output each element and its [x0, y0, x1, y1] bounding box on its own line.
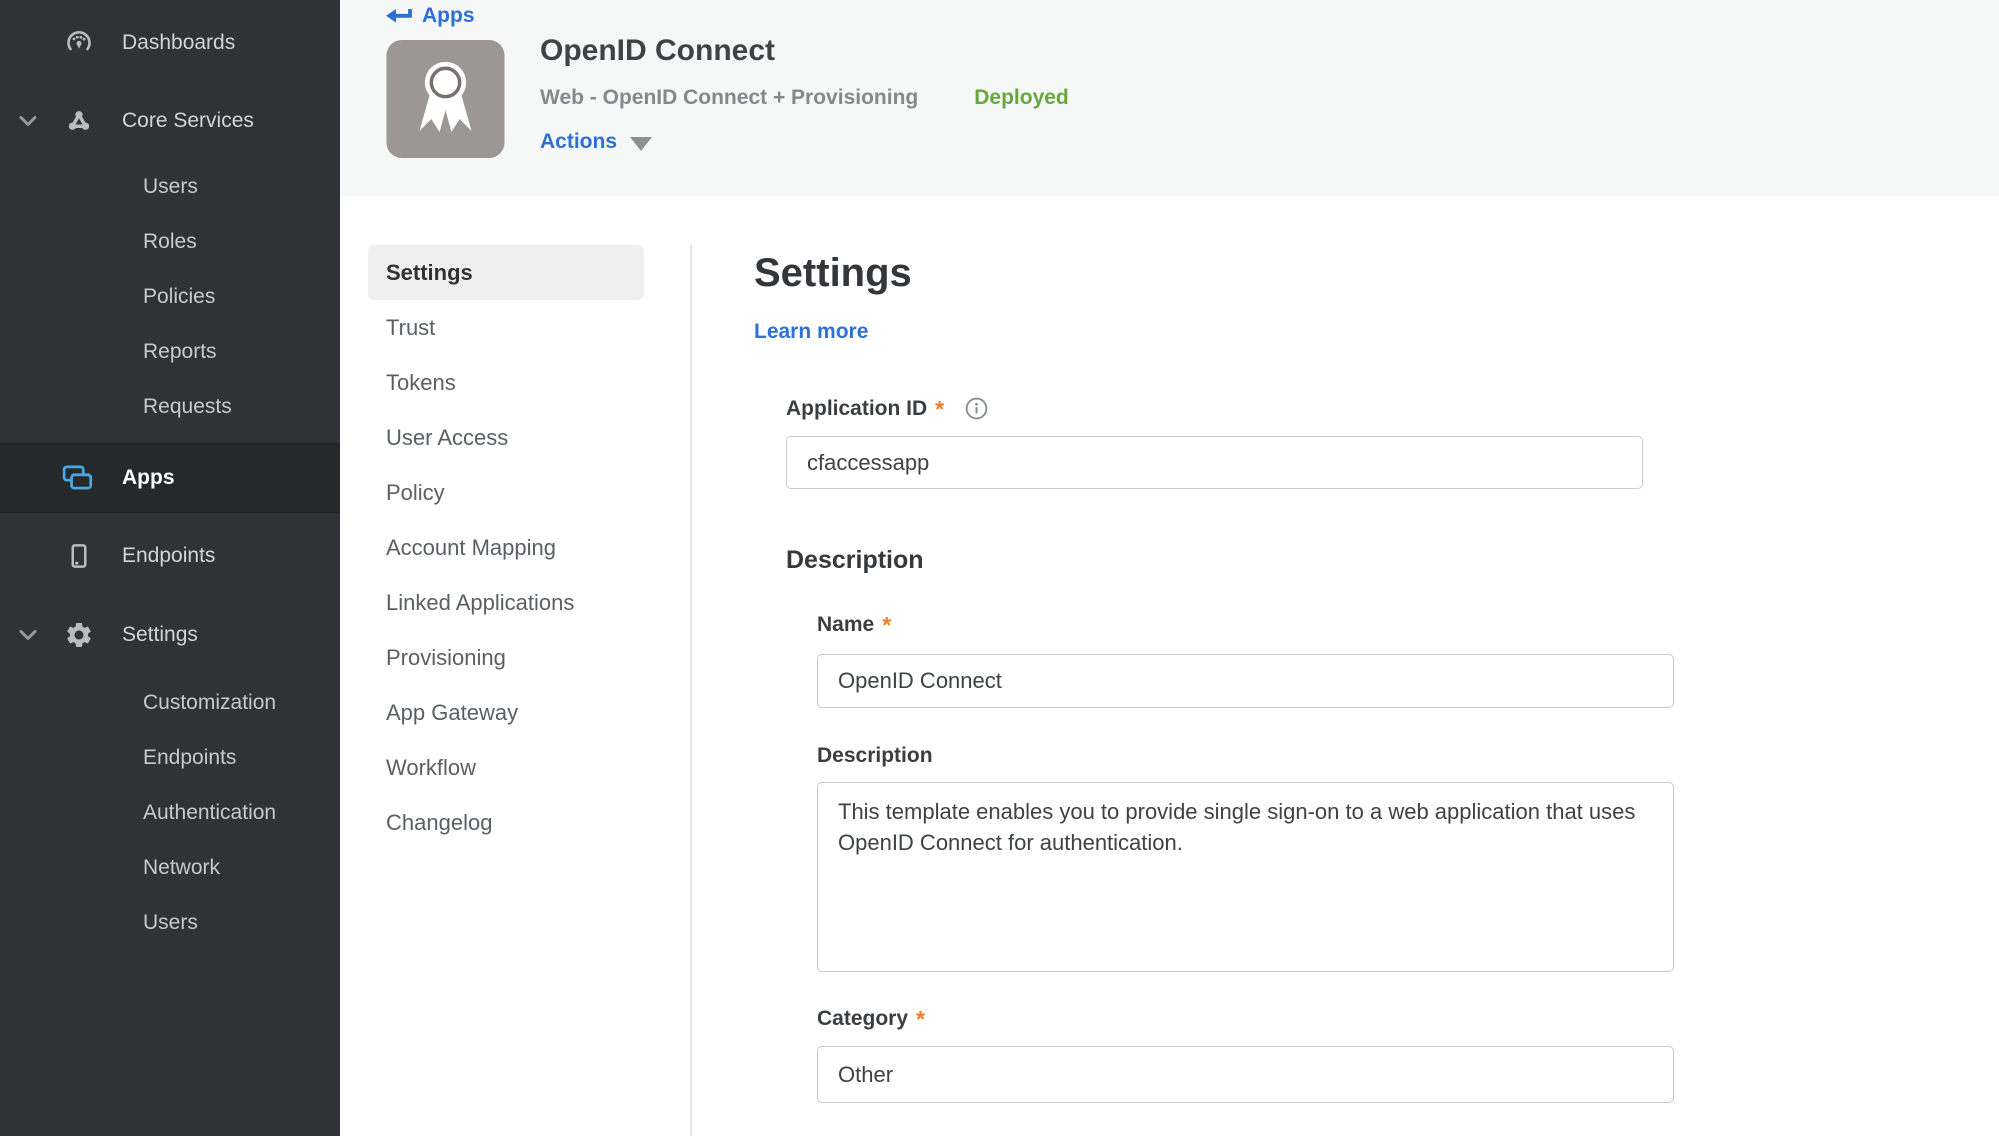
sidebar-item-authentication[interactable]: Authentication: [143, 800, 277, 824]
app-subtitle: Web - OpenID Connect + Provisioning: [540, 86, 919, 109]
description-label: Description: [817, 744, 933, 767]
gauge-icon: [58, 28, 100, 58]
back-to-apps-link[interactable]: [385, 4, 475, 28]
page-title: OpenID Connect: [540, 34, 776, 67]
chevron-down-icon[interactable]: [18, 629, 38, 641]
app-ribbon-badge-icon: [386, 40, 505, 158]
sidebar-item-core-services[interactable]: [0, 97, 340, 145]
description-textarea[interactable]: [817, 782, 1674, 972]
tab-tokens[interactable]: Tokens: [386, 369, 456, 395]
sidebar-item-label: Endpoints: [122, 544, 216, 567]
sidebar-item-label: Apps: [122, 466, 175, 489]
tab-provisioning[interactable]: Provisioning: [386, 644, 506, 670]
application-id-input[interactable]: [786, 436, 1643, 489]
sidebar-item-users[interactable]: Users: [143, 174, 198, 198]
sidebar-item-endpoints[interactable]: [0, 532, 340, 580]
tab-workflow[interactable]: Workflow: [386, 754, 477, 780]
chevron-down-icon[interactable]: [18, 115, 38, 127]
sidebar-item-label: Settings: [122, 623, 198, 646]
content-area: [340, 196, 1999, 1136]
application-id-label: Application ID: [786, 396, 928, 420]
learn-more-link[interactable]: Learn more: [754, 320, 869, 343]
tab-policy[interactable]: Policy: [386, 479, 445, 505]
required-asterisk: *: [935, 395, 945, 422]
name-input[interactable]: [817, 654, 1674, 708]
app-subnav: [368, 245, 644, 850]
tab-account-mapping[interactable]: Account Mapping: [386, 534, 556, 560]
actions-menu-button[interactable]: [540, 130, 652, 154]
sidebar-item-users-settings[interactable]: Users: [143, 910, 198, 934]
back-link-label: Apps: [422, 4, 475, 27]
tab-changelog[interactable]: Changelog: [386, 809, 493, 835]
molecule-icon: [58, 106, 100, 136]
sidebar-item-settings[interactable]: [0, 611, 340, 659]
caret-down-icon: [630, 137, 652, 151]
settings-submenu: [0, 675, 340, 950]
vertical-divider: [690, 245, 692, 1136]
sidebar-item-network[interactable]: Network: [143, 855, 221, 879]
tab-settings[interactable]: Settings: [368, 245, 644, 300]
required-asterisk: *: [882, 612, 892, 638]
description-section-heading: Description: [786, 546, 924, 574]
sidebar-item-reports[interactable]: Reports: [143, 339, 217, 363]
sidebar-item-customization[interactable]: Customization: [143, 690, 277, 714]
category-input[interactable]: [817, 1046, 1674, 1103]
sidebar-item-label: Dashboards: [122, 31, 236, 54]
gear-icon: [58, 620, 100, 650]
back-arrow-icon: [385, 6, 413, 26]
tab-linked-applications[interactable]: Linked Applications: [386, 589, 575, 615]
info-icon[interactable]: [963, 395, 990, 422]
tab-user-access[interactable]: User Access: [386, 424, 509, 450]
tab-trust[interactable]: Trust: [386, 314, 436, 340]
sidebar-item-roles[interactable]: Roles: [143, 229, 197, 253]
tab-app-gateway[interactable]: App Gateway: [386, 699, 519, 725]
category-label: Category: [817, 1007, 909, 1030]
core-services-submenu: [0, 159, 340, 434]
sidebar-item-endpoints-settings[interactable]: Endpoints: [143, 745, 237, 769]
section-title: Settings: [754, 251, 912, 295]
app-header: [340, 0, 1999, 196]
name-label: Name: [817, 613, 875, 636]
sidebar-item-apps[interactable]: [0, 443, 340, 513]
sidebar: [0, 0, 340, 1136]
status-badge: Deployed: [974, 86, 1069, 109]
required-asterisk: *: [916, 1006, 925, 1032]
mobile-device-icon: [58, 541, 100, 571]
sidebar-item-label: Core Services: [122, 109, 254, 132]
sidebar-item-requests[interactable]: Requests: [143, 394, 232, 418]
settings-form: [754, 250, 1654, 1103]
sidebar-item-dashboards[interactable]: [0, 19, 340, 67]
actions-label: Actions: [540, 130, 618, 153]
sidebar-item-policies[interactable]: Policies: [143, 284, 216, 308]
apps-icon: [58, 464, 100, 492]
